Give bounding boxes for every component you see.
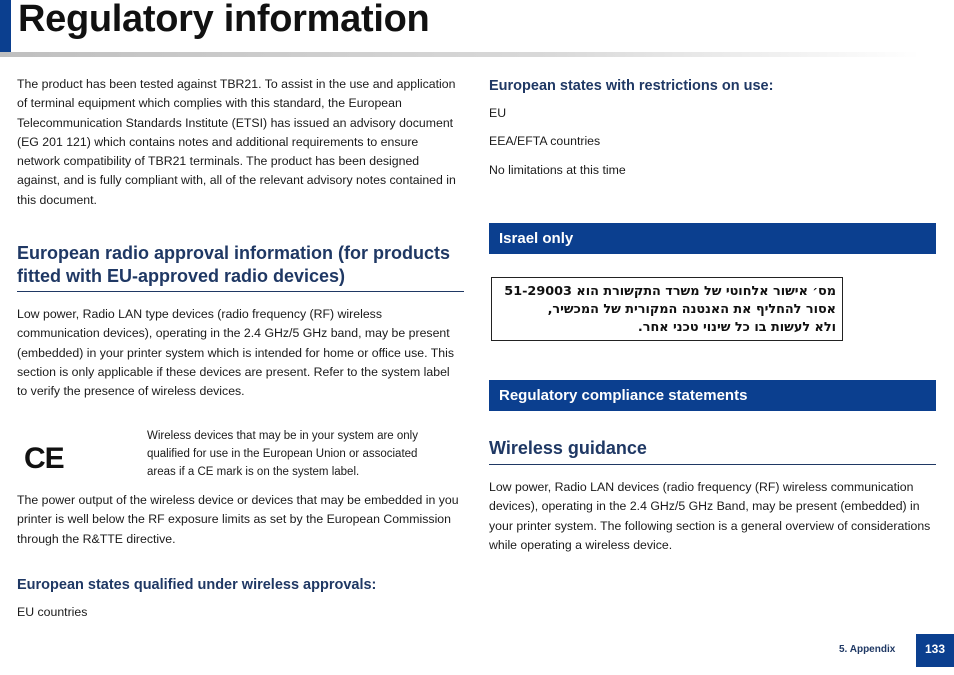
israel-only-heading: Israel only	[489, 223, 936, 254]
page-number-badge: 133	[916, 634, 954, 667]
page-title: Regulatory information	[18, 0, 430, 40]
ce-mark-icon: CE	[24, 442, 64, 475]
israel-notice-line: מס׳ אישור אלחוטי של משרד התקשורת הוא 51-29003	[504, 284, 836, 299]
restriction-item: No limitations at this time	[489, 163, 626, 177]
israel-notice-box	[491, 277, 843, 341]
israel-notice-line: אסור להחליף את האנטנה המקורית של המכשיר,	[547, 302, 836, 317]
israel-notice-line: ולא לעשות בו כל שינוי טכני אחר.	[637, 320, 836, 335]
ce-note: Wireless devices that may be in your system are only qualified for use in the European Union or associated areas if a CE mark is on the system label.	[147, 430, 418, 478]
wireless-guidance-heading: Wireless guidance	[489, 438, 647, 458]
wireless-guidance-text: Low power, Radio LAN devices (radio frequency (RF) wireless communication devices), operating in the 2.4 GHz/5 GHz Band, may be present (embedded) in your printer system. The following section is a general overview of considerations while operating a wireless device.	[489, 480, 931, 552]
wireless-heading-rule	[489, 464, 936, 465]
radio-heading-rule	[17, 291, 464, 292]
power-output-paragraph: The power output of the wireless device or devices that may be embedded in you printer is well below the RF exposure limits as set by the European Commission through the R&TTE directive.	[17, 493, 459, 546]
intro-paragraph: The product has been tested against TBR21. To assist in the use and application of terminal equipment which complies with this standard, the European Telecommunication Standards Institute (ETSI) has issued an advisory document (EG 201 121) which contains notes and additional requirements to ensure network compatibility of TBR21 terminals. The product has been designed against, and is fully compliant with, all of the relevant advisory notes contained in this document.	[17, 77, 456, 207]
title-rule	[0, 52, 920, 57]
radio-approval-body: Low power, Radio LAN type devices (radio frequency (RF) wireless communication devices), operating in the 2.4 GHz/5 GHz band, may be present (embedded) in your printer system which is intended for home or office use. This section is only applicable if these devices are present. Refer to the system label to verify the presence of wireless devices.	[17, 307, 454, 399]
compliance-statements-heading: Regulatory compliance statements	[489, 380, 936, 411]
title-accent-bar	[0, 0, 11, 52]
restriction-item: EEA/EFTA countries	[489, 134, 601, 148]
qualified-states-text: EU countries	[17, 605, 88, 619]
qualified-states-heading: European states qualified under wireless approvals:	[17, 577, 377, 593]
footer-section-label: 5. Appendix	[839, 644, 896, 655]
restriction-item: EU	[489, 106, 507, 120]
restrictions-heading: European states with restrictions on use:	[489, 78, 774, 94]
radio-approval-heading: European radio approval information (for products fitted with EU-approved radio devices)	[17, 243, 451, 286]
